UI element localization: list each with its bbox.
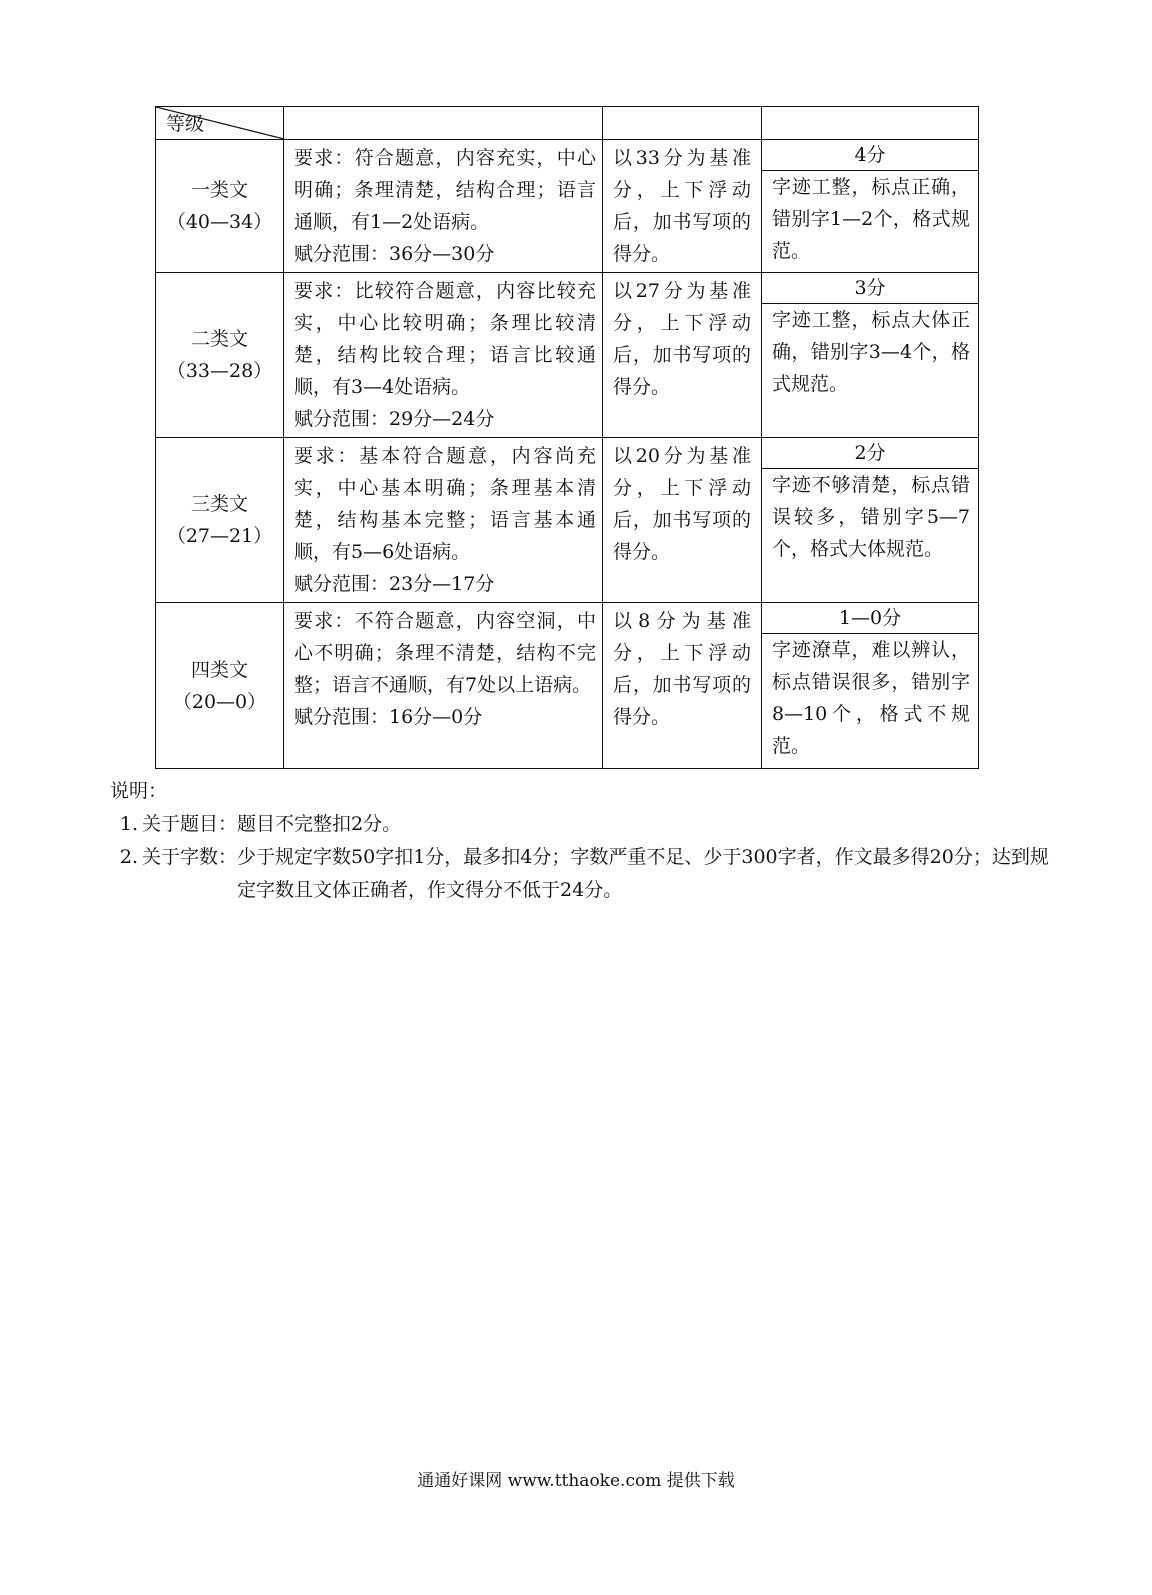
- grade-cell: [156, 140, 284, 273]
- grade-cell: [156, 273, 284, 438]
- rubric-row-4: [156, 603, 979, 769]
- header-cell-4: [762, 107, 979, 140]
- baseline-text: 以8分为基准分，上下浮动后，加书写项的得分。: [613, 610, 751, 728]
- requirement-cell: [284, 273, 603, 438]
- requirement-cell: [284, 603, 603, 769]
- baseline-text: 以20分为基准分，上下浮动后，加书写项的得分。: [613, 445, 751, 563]
- baseline-cell: [603, 140, 762, 273]
- notes-section: [110, 775, 1060, 907]
- writing-points: 3分: [762, 273, 978, 304]
- requirement-text: 要求：比较符合题意，内容比较充实，中心比较明确；条理比较清楚，结构比较合理；语言比较通顺，有3—4处语病。: [294, 280, 596, 398]
- note-number: 1.: [119, 813, 138, 835]
- grade-cell: [156, 438, 284, 603]
- header-row: [156, 107, 979, 140]
- baseline-text: 以33分为基准分，上下浮动后，加书写项的得分。: [613, 147, 751, 265]
- grade-name: 三类文: [190, 493, 248, 515]
- baseline-cell: [603, 603, 762, 769]
- grade-header-label: 等级: [166, 113, 205, 135]
- rubric-row-3: [156, 438, 979, 603]
- writing-cell: [762, 140, 979, 273]
- grade-range: （33—28）: [166, 360, 273, 382]
- writing-cell: [762, 438, 979, 603]
- grade-name: 二类文: [190, 328, 248, 350]
- score-range: 赋分范围：16分—0分: [294, 706, 483, 728]
- header-cell-2: [284, 107, 603, 140]
- notes-title: 说明：: [110, 780, 168, 802]
- writing-points: 2分: [762, 438, 978, 469]
- baseline-cell: [603, 438, 762, 603]
- writing-cell: [762, 273, 979, 438]
- footer-source: 通通好课网 www.tthaoke.com 提供下载: [417, 1471, 735, 1491]
- score-range: 赋分范围：23分—17分: [294, 573, 495, 595]
- writing-desc: 字迹工整，标点大体正确，错别字3—4个，格式规范。: [772, 309, 970, 395]
- requirement-cell: [284, 140, 603, 273]
- baseline-text: 以27分为基准分，上下浮动后，加书写项的得分。: [613, 280, 751, 398]
- header-cell-3: [603, 107, 762, 140]
- grade-range: （40—34）: [166, 211, 273, 233]
- note-item-1: [110, 808, 1060, 841]
- writing-points: 1—0分: [762, 603, 978, 634]
- note-heading: 关于题目：: [142, 813, 238, 835]
- requirement-text: 要求：符合题意，内容充实，中心明确；条理清楚，结构合理；语言通顺，有1—2处语病。: [294, 147, 596, 233]
- rubric-row-1: [156, 140, 979, 273]
- note-text: 少于规定字数50字扣1分，最多扣4分；字数严重不足、少于300字者，作文最多得20分；达到规定字数且文体正确者，作文得分不低于24分。: [237, 846, 1049, 901]
- header-grade-cell: [156, 107, 284, 140]
- requirement-text: 要求：基本符合题意，内容尚充实，中心基本明确；条理基本清楚，结构基本完整；语言基本通顺，有5—6处语病。: [294, 445, 596, 563]
- baseline-cell: [603, 273, 762, 438]
- scoring-rubric-table: [155, 106, 979, 769]
- note-heading: 关于字数：: [142, 846, 238, 868]
- requirement-cell: [284, 438, 603, 603]
- grade-range: （20—0）: [172, 690, 267, 713]
- grade-name: 四类文: [190, 658, 248, 681]
- grade-range: （27—21）: [166, 525, 273, 547]
- note-number: 2.: [119, 846, 138, 868]
- grade-name: 一类文: [190, 179, 248, 201]
- rubric-row-2: [156, 273, 979, 438]
- note-text: 题目不完整扣2分。: [237, 813, 402, 835]
- writing-points: 4分: [762, 140, 978, 171]
- score-range: 赋分范围：36分—30分: [294, 243, 495, 265]
- writing-desc: 字迹潦草，难以辨认，标点错误很多，错别字8—10个，格式不规范。: [772, 639, 970, 757]
- writing-desc: 字迹工整，标点正确，错别字1—2个，格式规范。: [772, 176, 970, 262]
- note-item-2: [110, 841, 1060, 907]
- score-range: 赋分范围：29分—24分: [294, 408, 495, 430]
- writing-cell: [762, 603, 979, 769]
- writing-desc: 字迹不够清楚，标点错误较多，错别字5—7个，格式大体规范。: [772, 474, 970, 560]
- grade-cell: [156, 603, 284, 769]
- requirement-text: 要求：不符合题意，内容空洞，中心不明确；条理不清楚，结构不完整；语言不通顺，有7处以上语病。: [294, 610, 596, 696]
